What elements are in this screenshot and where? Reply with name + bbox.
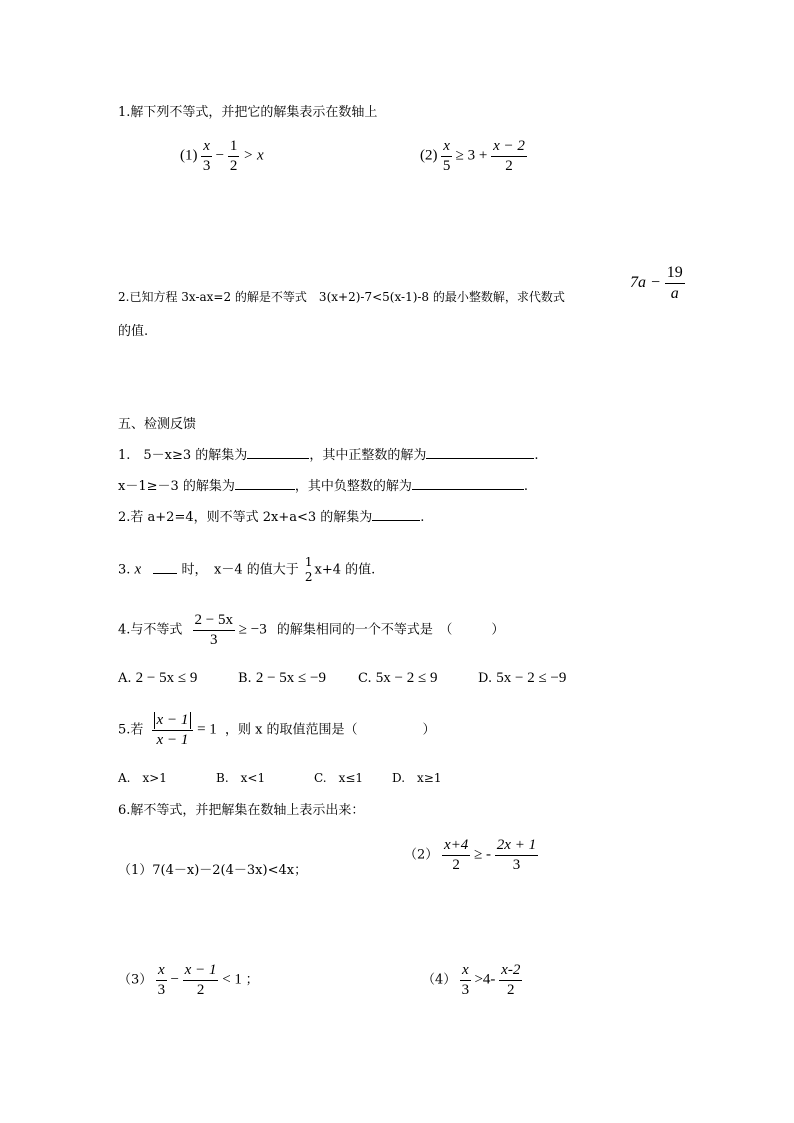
f1-a-text2: ，其中正整数的解为 [309, 448, 427, 463]
f1-b-blank1[interactable] [235, 489, 295, 490]
f2-text1: 2.若 a+2=4，则不等式 2x+a<3 的解集为 [118, 510, 373, 525]
f6-part3-rhs: < 1 [222, 971, 242, 988]
f4-option-d[interactable] [478, 671, 598, 686]
f3-frac-num: 1 [304, 555, 313, 569]
f3-end: x+4 的值. [314, 562, 376, 578]
f6-part3-label: （3） [118, 972, 153, 988]
q1-part1-frac-b-num: 1 [228, 138, 240, 157]
f5-option-b[interactable]: B. x<1 [216, 771, 266, 785]
q1-part1-frac-b-den: 2 [229, 157, 238, 174]
q2-text: 2.已知方程 3x-ax=2 的解是不等式 3(x+2)-7<5(x-1)-8 的最小整数解，求代数式 [118, 290, 565, 304]
f6-part3-end: ； [245, 972, 259, 988]
q2-expression-num: 19 [665, 264, 685, 284]
f1-line-b [118, 480, 528, 493]
f6-part3-frac-b-den: 2 [196, 981, 205, 998]
f6-part2-frac-a-den: 2 [452, 856, 460, 873]
f6-part2-frac-b-den: 3 [512, 856, 521, 873]
f1-b-end: . [523, 479, 529, 494]
f6-part2-frac-a-num: x+4 [442, 837, 470, 856]
f3-frac-den: 2 [304, 570, 313, 585]
f4-frac [193, 612, 235, 648]
f1-a-blank1[interactable] [247, 458, 309, 459]
f4-option-d-expr: 5x − 2 ≤ −9 [496, 670, 567, 686]
q1-part2-frac-a-den: 5 [442, 157, 451, 174]
f6-part4-mid: >4- [474, 971, 496, 988]
f5-options [118, 772, 470, 784]
f6-part4-label: （4） [422, 972, 457, 988]
f6-part3 [118, 962, 259, 998]
f4-option-a-expr: 2 − 5x ≤ 9 [135, 670, 198, 686]
f5-option-a[interactable]: A. x>1 [118, 771, 167, 785]
f5-frac [152, 712, 194, 748]
f2-end: . [420, 510, 425, 525]
f6-part2-frac-a [442, 837, 470, 873]
f6-part4-frac-b-den: 2 [507, 981, 515, 998]
f5-option-c[interactable]: C. x≤1 [314, 771, 364, 785]
f6-part3-frac-b-num: x − 1 [183, 962, 219, 981]
q1-part1-frac-a-num: x [201, 138, 212, 157]
f5-expression [152, 712, 217, 748]
f4-option-a[interactable] [118, 671, 238, 686]
f6-part4-frac-b [499, 962, 522, 998]
f6-part3-op: − [170, 971, 179, 988]
q2-text2: 的值. [118, 324, 149, 339]
q1-title: 1.解下列不等式，并把它的解集表示在数轴上 [118, 105, 378, 120]
f4-prefix: 4.与不等式 [118, 622, 183, 638]
q1-part2-mid: ≥ 3 + [455, 147, 488, 164]
f1-a-blank2[interactable] [426, 458, 534, 459]
f4-option-d-letter: D. [478, 671, 493, 686]
f1-a-end: . [534, 448, 539, 463]
f4-option-b-letter: B. [238, 671, 252, 686]
q1-part1-op: − [215, 147, 225, 164]
f6-part4-frac-b-num: x-2 [499, 962, 522, 981]
q1-part1 [180, 138, 264, 174]
f3-prefix: 3. [118, 562, 131, 578]
f4-options [118, 671, 598, 686]
f4-option-c[interactable] [358, 671, 478, 686]
f5-prefix: 5.若 [118, 722, 144, 738]
q2-expression-lead: 7a − [630, 273, 661, 291]
f1-a-text1: 1. 5－x≥3 的解集为 [118, 448, 248, 463]
f6-part4-frac-a-num: x [460, 962, 471, 981]
f4-option-b[interactable] [238, 671, 358, 686]
f1-line-a [118, 449, 538, 462]
f6-part4-frac-a-den: 3 [461, 981, 470, 998]
f4-frac-num: 2 − 5x [193, 612, 235, 631]
f2-line [118, 511, 424, 524]
f6-part2-frac-b [495, 837, 538, 873]
q1-part2-frac-b [491, 138, 527, 174]
f1-b-blank2[interactable] [412, 489, 524, 490]
f5-frac-den: x − 1 [156, 731, 189, 748]
f4-rhs: ≥ −3 [238, 621, 267, 638]
f4-expression [193, 612, 267, 648]
q1-part1-rhs: > x [243, 147, 264, 164]
q2-expression [630, 264, 685, 302]
f1-b-text2: ，其中负整数的解为 [294, 479, 412, 494]
f3-var: x [134, 561, 142, 578]
f5-rhs: = 1 [197, 721, 217, 738]
q1-part2 [420, 138, 527, 174]
f5-abs-inner: x − 1 [154, 712, 192, 729]
f4-suffix: 的解集相同的一个不等式是 （ ） [276, 622, 505, 638]
q1-part2-frac-a [441, 138, 452, 174]
f2-blank[interactable] [372, 520, 420, 521]
q2-expression-frac [665, 264, 685, 302]
f5-option-d[interactable]: D. x≥1 [392, 771, 442, 785]
f6-part2-mid: ≥ - [474, 846, 492, 863]
q1-part2-frac-b-den: 2 [505, 157, 513, 174]
f5-line [118, 712, 436, 748]
f6-part3-frac-a-num: x [156, 962, 167, 981]
f4-line [118, 612, 504, 648]
f1-b-text1: x－1≥－3 的解集为 [118, 479, 235, 494]
f3-line [118, 556, 375, 584]
f4-option-a-letter: A. [118, 671, 132, 686]
q1-part2-label: (2) [420, 147, 438, 164]
q1-part1-frac-a [201, 138, 212, 174]
f4-option-c-expr: 5x − 2 ≤ 9 [375, 670, 438, 686]
f3-blank[interactable] [153, 573, 177, 574]
f4-option-b-expr: 2 − 5x ≤ −9 [255, 670, 326, 686]
q1-part2-frac-b-num: x − 2 [491, 138, 527, 157]
f3-frac [303, 556, 315, 584]
f6-part3-frac-a [156, 962, 167, 998]
f6-title: 6.解不等式，并把解集在数轴上表示出来： [118, 803, 365, 818]
f6-part2 [404, 837, 538, 873]
q2-expression-den: a [670, 284, 679, 302]
q1-part1-frac-a-den: 3 [202, 157, 211, 174]
f6-part1: （1）7(4－x)－2(4－3x)<4x； [118, 863, 308, 878]
f6-part3-frac-b [183, 962, 219, 998]
f4-frac-den: 3 [210, 631, 218, 648]
f6-part3-frac-a-den: 3 [157, 981, 166, 998]
f6-part4-frac-a [460, 962, 471, 998]
q1-part2-frac-a-num: x [441, 138, 452, 157]
f6-part2-frac-b-num: 2x + 1 [495, 837, 538, 856]
f5-suffix: ，则 x 的取值范围是（ ） [224, 722, 436, 738]
f6-part4 [422, 962, 522, 998]
q1-part1-label: (1) [180, 147, 198, 164]
f3-mid: 时， x－4 的值大于 [181, 562, 299, 578]
section5-title: 五、检测反馈 [118, 417, 197, 432]
f4-option-c-letter: C. [358, 671, 372, 686]
q1-part1-frac-b [228, 138, 240, 174]
f6-part2-label: （2） [404, 847, 439, 863]
